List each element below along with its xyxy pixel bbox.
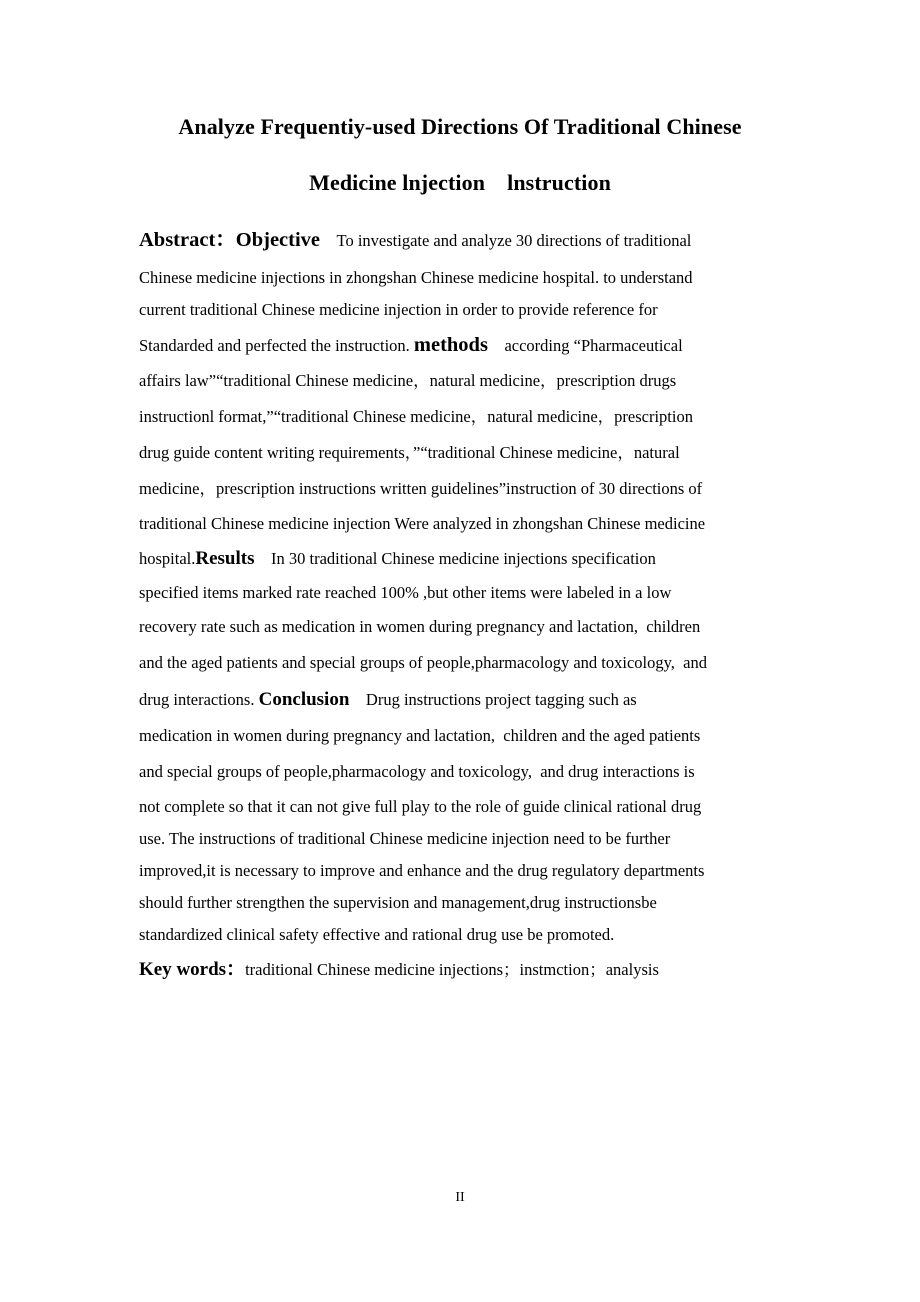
abstract-line: affairs law”“traditional Chinese medicine，natural medicine，prescription drugs — [139, 371, 677, 390]
abstract-line: drug interactions. Conclusion Drug instructions project tagging such as — [139, 689, 637, 710]
abstract-line: Standarded and perfected the instruction. methods according “Pharmaceutical — [139, 334, 683, 356]
abstract-line: Chinese medicine injections in zhongshan Chinese medicine hospital. to understand — [139, 268, 693, 287]
methods-label: methods — [413, 334, 488, 356]
abstract-line: use. The instructions of traditional Chinese medicine injection need to be further — [139, 829, 671, 848]
title-line-2: Medicine lnjection lnstruction — [309, 170, 611, 195]
keywords-line: Key words：traditional Chinese medicine injections；instmction；analysis — [139, 959, 659, 980]
abstract-line: specified items marked rate reached 100% ,but other items were labeled in a low — [139, 583, 672, 602]
abstract-line: improved,it is necessary to improve and enhance and the drug regulatory departments — [139, 861, 705, 880]
keywords-label: Key words： — [139, 959, 246, 980]
results-label: Results — [195, 548, 255, 569]
abstract-line: current traditional Chinese medicine injection in order to provide reference for — [139, 300, 658, 319]
abstract-line: drug guide content writing requirements，”“traditional Chinese medicine，natural — [139, 443, 680, 462]
abstract-line: instructionl format,”“traditional Chinese medicine，natural medicine，prescription — [139, 407, 693, 426]
abstract-line: not complete so that it can not give full play to the role of guide clinical rational drug — [139, 797, 702, 816]
abstract-line: medication in women during pregnancy and lactation, children and the aged patients — [139, 726, 701, 745]
title-line-1: Analyze Frequentiy-used Directions Of Traditional Chinese — [178, 114, 742, 139]
conclusion-label: Conclusion — [258, 689, 350, 710]
abstract-line: medicine，prescription instructions written guidelines”instruction of 30 directions of — [139, 479, 703, 498]
abstract-objective-label: Abstract：Objective — [139, 229, 321, 251]
abstract-line: standardized clinical safety effective and rational drug use be promoted. — [139, 925, 615, 944]
abstract-line: hospital.Results In 30 traditional Chinese medicine injections specification — [139, 548, 656, 569]
page-number: II — [455, 1190, 465, 1205]
abstract-line: recovery rate such as medication in women during pregnancy and lactation, children — [139, 617, 701, 636]
abstract-line: traditional Chinese medicine injection Were analyzed in zhongshan Chinese medicine — [139, 514, 706, 533]
abstract-line: and special groups of people,pharmacology and toxicology, and drug interactions is — [139, 762, 695, 781]
abstract-line: should further strengthen the supervision and management,drug instructionsbe — [139, 893, 657, 912]
abstract-line: and the aged patients and special groups of people,pharmacology and toxicology, and — [139, 653, 708, 672]
abstract-line: Abstract：Objective To investigate and analyze 30 directions of traditional — [139, 229, 692, 251]
